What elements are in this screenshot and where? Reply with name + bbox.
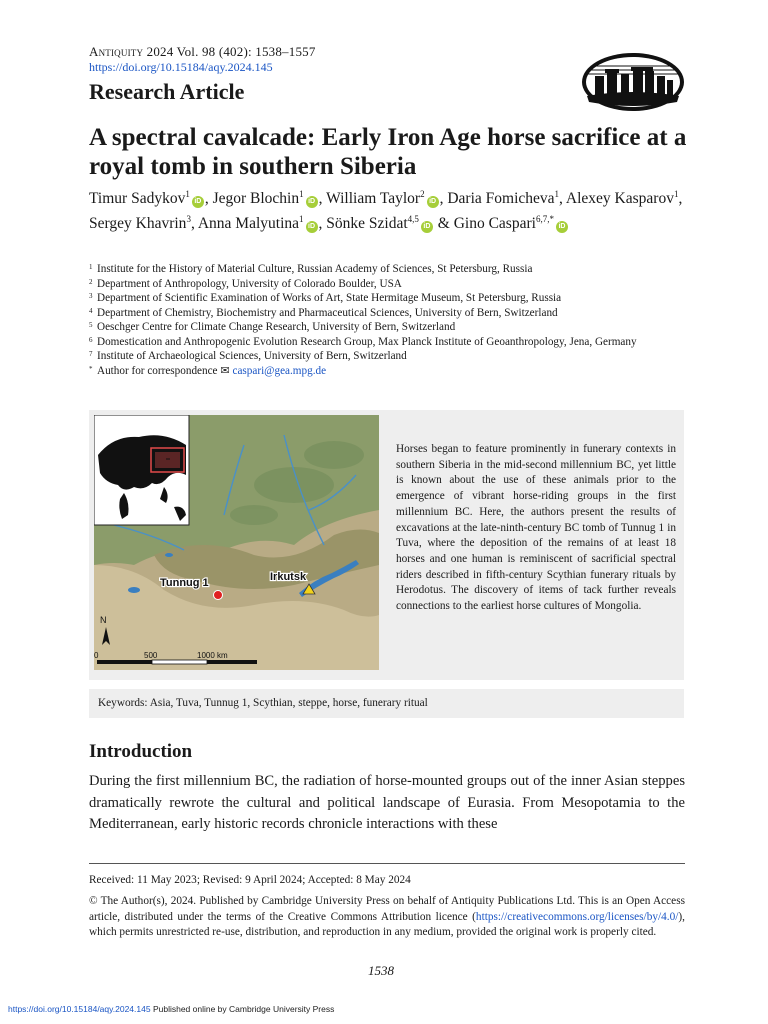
- author-separator: ,: [204, 190, 213, 208]
- affiliation-number: 5: [89, 321, 93, 329]
- affiliation-item: [89, 291, 689, 306]
- author-name: Sönke Szidat: [326, 215, 408, 233]
- orcid-icon[interactable]: iD: [306, 196, 318, 208]
- affiliation-number: 1: [89, 263, 93, 271]
- author-separator: ,: [318, 190, 327, 208]
- author: [326, 190, 447, 207]
- doi-link[interactable]: https://doi.org/10.15184/aqy.2024.145: [89, 60, 273, 74]
- author: [89, 215, 198, 232]
- page-number: 1538: [368, 963, 394, 978]
- envelope-icon: ✉: [220, 364, 230, 377]
- footer-text: Published online by Cambridge University Press: [150, 1004, 335, 1014]
- affiliation-item: [89, 349, 689, 364]
- affiliation-number: 3: [89, 292, 93, 300]
- author-name: Jegor Blochin: [212, 190, 300, 208]
- author: [89, 190, 213, 207]
- author-name: Sergey Khavrin: [89, 215, 187, 233]
- affiliation-text: Institute of Archaeological Sciences, University of Bern, Switzerland: [97, 350, 407, 362]
- orcid-icon[interactable]: iD: [192, 196, 204, 208]
- journal-name: Antiquity: [89, 44, 144, 59]
- author-separator: ,: [678, 190, 683, 208]
- scale-label-500: 500: [144, 651, 158, 660]
- author-affiliation-marker: 3: [186, 214, 191, 225]
- license-link[interactable]: https://creativecommons.org/licenses/by/4.0/: [475, 910, 679, 923]
- orcid-icon[interactable]: iD: [306, 221, 318, 233]
- author-affiliation-marker: 1: [299, 189, 304, 199]
- affiliation-text: Department of Scientific Examination of Works of Art, State Hermitage Museum, St Petersburg, Russia: [97, 292, 562, 304]
- author-name: Timur Sadykov: [89, 190, 186, 208]
- author: [198, 215, 326, 232]
- author-name: Alexey Kasparov: [565, 190, 674, 208]
- author: [326, 215, 453, 232]
- affiliation-number: 2: [89, 277, 93, 286]
- author-list: [89, 184, 689, 234]
- author-name: Anna Malyutina: [197, 215, 300, 233]
- author: [454, 215, 569, 232]
- author-name: William Taylor: [326, 190, 421, 208]
- author: [213, 190, 327, 207]
- orcid-icon[interactable]: iD: [427, 196, 439, 208]
- author: [447, 190, 566, 207]
- journal-volume: 2024 Vol. 98 (402): 1538–1557: [146, 44, 316, 59]
- affiliation-text: Institute for the History of Material Culture, Russian Academy of Sciences, St Petersburg, Russia: [97, 263, 533, 275]
- author: [566, 190, 682, 207]
- scale-label-1000: 1000 km: [197, 651, 228, 660]
- scale-label-0: 0: [94, 651, 99, 660]
- location-map: [94, 415, 379, 670]
- article-type: Research Article: [89, 79, 245, 104]
- affiliation-number: 4: [89, 306, 93, 315]
- author-separator: ,: [439, 190, 448, 208]
- author-affiliation-marker: 1: [554, 189, 560, 199]
- keywords: Keywords: Asia, Tuva, Tunnug 1, Scythian, steppe, horse, funerary ritual: [98, 697, 428, 709]
- author-name: Daria Fomicheva: [447, 190, 555, 208]
- orcid-icon[interactable]: iD: [421, 221, 433, 233]
- affiliation-text: Oeschger Centre for Climate Change Research, University of Bern, Switzerland: [97, 321, 456, 333]
- city-label: Irkutsk: [270, 571, 307, 583]
- license-after: ), which permits unrestricted re-use, distribution, and reproduction in any medium, provided the original work is properly cited.: [89, 910, 685, 939]
- author-affiliation-marker: 1: [299, 214, 304, 225]
- intro-text: During the first millennium BC, the radiation of horse-mounted groups out of the inner Asian steppes dramatically rewrote the cultural and political landscape of Eurasia. From Mesopotamia to the Mediterranean, early historic records chronicle interactions with these: [89, 773, 685, 832]
- correspondence-marker: *: [89, 364, 93, 373]
- license-text: [89, 894, 685, 941]
- author-affiliation-marker: 6,7,*: [535, 214, 554, 225]
- author-separator: ,: [318, 215, 327, 233]
- author-separator: &: [433, 215, 454, 233]
- received-dates: Received: 11 May 2023; Revised: 9 April 2024; Accepted: 8 May 2024: [89, 874, 411, 886]
- affiliation-item: [89, 277, 689, 292]
- affiliation-item: [89, 335, 689, 350]
- affiliation-text: Department of Anthropology, University of Colorado Boulder, USA: [97, 277, 402, 290]
- author-affiliation-marker: 1: [673, 189, 679, 199]
- affiliation-number: 7: [89, 350, 93, 358]
- footer-doi-link[interactable]: https://doi.org/10.15184/aqy.2024.145: [8, 1004, 151, 1014]
- author-name: Gino Caspari: [453, 215, 536, 233]
- author-affiliation-marker: 1: [185, 189, 190, 199]
- author-affiliation-marker: 4,5: [407, 214, 419, 225]
- affiliation-item: [89, 306, 689, 321]
- affiliations: [89, 262, 689, 378]
- orcid-icon[interactable]: iD: [556, 221, 568, 233]
- affiliation-text: Department of Chemistry, Biochemistry and Pharmaceutical Sciences, University of Bern, Switzerland: [97, 306, 558, 319]
- affiliation-text: Domestication and Anthropogenic Evolution Research Group, Max Planck Institute of Geoanthropology, Jena, Germany: [97, 335, 637, 348]
- correspondence-label: Author for correspondence: [97, 364, 218, 377]
- affiliation-item: [89, 262, 689, 277]
- abstract-text: Horses began to feature prominently in funerary contexts in southern Siberia in the mid-second millennium BC, yet little is known about the use of these animals prior to the emergence of vibrant horse-riding groups in the first millennium BC. Here, the authors present the results of excavations at the late-ninth-century BC tomb of Tunnug 1 in Tuva, where the deposition of the remains of at least 18 horses and one human is reminiscent of sacrificial spectral riders described in fifth-century Scythian funerary rituals by Herodotus. The discovery of items of tack further reveals connections to the earliest horse cultures of Mongolia.: [396, 443, 676, 613]
- correspondence-email[interactable]: caspari@gea.mpg.de: [232, 364, 327, 377]
- affiliation-number: 6: [89, 335, 93, 344]
- license-before: © The Author(s), 2024. Published by Cambridge University Press on behalf of Antiquity Publications Ltd. This is an Open Access article, distributed under the terms of the Creative Commons Attribution licence (: [89, 895, 685, 923]
- affiliation-item: [89, 320, 689, 335]
- author-affiliation-marker: 2: [420, 189, 425, 199]
- journal-citation: [89, 44, 316, 60]
- correspondence: [89, 364, 689, 379]
- author-separator: ,: [190, 215, 198, 233]
- author-separator: ,: [559, 190, 566, 208]
- page-footer: [8, 1004, 334, 1014]
- journal-logo: [581, 52, 685, 112]
- north-label: N: [100, 615, 107, 625]
- site-label: Tunnug 1: [160, 577, 209, 589]
- intro-heading: Introduction: [89, 741, 193, 762]
- article-title: A spectral cavalcade: Early Iron Age horse sacrifice at a royal tomb in southern Siberia: [89, 124, 687, 180]
- footnote-divider: [89, 863, 685, 864]
